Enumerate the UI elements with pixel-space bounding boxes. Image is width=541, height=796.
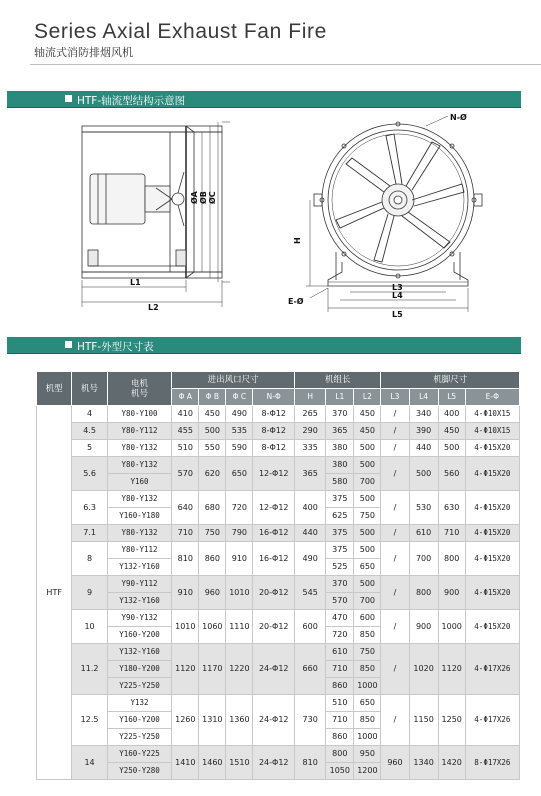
- cell-l4: 700: [409, 542, 438, 576]
- cell-l2: 700: [354, 593, 381, 610]
- cell-l1: 380: [326, 457, 354, 474]
- cell-model-no: 9: [72, 576, 107, 610]
- cell-l1: 375: [326, 525, 354, 542]
- cell-phi-b: 550: [199, 440, 226, 457]
- cell-motor: Y80-Y112: [107, 423, 172, 440]
- cell-phi-c: 1360: [226, 695, 253, 746]
- cell-l2: 500: [354, 525, 381, 542]
- cell-motor: Y80-Y132: [107, 440, 172, 457]
- cell-l5: 1250: [438, 695, 465, 746]
- cell-e-phi: 4-Φ15X20: [465, 457, 519, 491]
- cell-motor: Y160-Y225: [107, 746, 172, 763]
- cell-phi-b: 1460: [199, 746, 226, 780]
- cell-motor: Y90-Y132: [107, 610, 172, 627]
- cell-e-phi: 4-Φ15X20: [465, 491, 519, 525]
- header-frame: 机组长: [295, 372, 381, 389]
- cell-l4: 390: [409, 423, 438, 440]
- cell-motor: Y132-Y160: [107, 644, 172, 661]
- cell-h: 545: [295, 576, 326, 610]
- cell-l4: 1150: [409, 695, 438, 746]
- cell-n-phi: 24-Φ12: [253, 746, 295, 780]
- cell-phi-c: 590: [226, 440, 253, 457]
- subheader-n-phi: N-Φ: [253, 389, 295, 406]
- cell-phi-a: 640: [172, 491, 199, 525]
- cell-e-phi: 4-Φ17X26: [465, 644, 519, 695]
- cell-l5: 400: [438, 406, 465, 423]
- cell-e-phi: 4-Φ15X20: [465, 525, 519, 542]
- cell-l5: 800: [438, 542, 465, 576]
- table-row: [37, 746, 520, 763]
- table-row: [37, 525, 520, 542]
- cell-l5: 630: [438, 491, 465, 525]
- subheader-phi-c: Φ C: [226, 389, 253, 406]
- cell-l2: 500: [354, 542, 381, 559]
- cell-e-phi: 4-Φ10X15: [465, 423, 519, 440]
- cell-l1: 570: [326, 593, 354, 610]
- cell-model-no: 11.2: [72, 644, 107, 695]
- cell-e-phi: 4-Φ15X20: [465, 576, 519, 610]
- cell-l1: 800: [326, 746, 354, 763]
- label-l3: L3: [392, 283, 403, 292]
- cell-l1: 380: [326, 440, 354, 457]
- cell-phi-a: 570: [172, 457, 199, 491]
- cell-phi-c: 490: [226, 406, 253, 423]
- cell-n-phi: 16-Φ12: [253, 525, 295, 542]
- cell-l4: 440: [409, 440, 438, 457]
- cell-phi-b: 860: [199, 542, 226, 576]
- cell-l5: 450: [438, 423, 465, 440]
- cell-l5: 1120: [438, 644, 465, 695]
- cell-l3: /: [381, 525, 409, 542]
- cell-n-phi: 12-Φ12: [253, 457, 295, 491]
- cell-motor: Y132-Y160: [107, 559, 172, 576]
- cell-n-phi: 8-Φ12: [253, 423, 295, 440]
- cell-l1: 370: [326, 406, 354, 423]
- cell-motor: Y80-Y112: [107, 542, 172, 559]
- cell-phi-c: 535: [226, 423, 253, 440]
- cell-l3: /: [381, 423, 409, 440]
- cell-phi-a: 455: [172, 423, 199, 440]
- label-phi-c: ØC: [208, 191, 217, 204]
- cell-h: 490: [295, 542, 326, 576]
- cell-n-phi: 16-Φ12: [253, 542, 295, 576]
- header-motor-label: 电机: [131, 378, 149, 389]
- cell-l3: /: [381, 695, 409, 746]
- subheader-l1: L1: [326, 389, 354, 406]
- cell-l2: 500: [354, 576, 381, 593]
- side-view: [82, 122, 230, 307]
- cell-phi-b: 1310: [199, 695, 226, 746]
- cell-n-phi: 8-Φ12: [253, 406, 295, 423]
- label-l2: L2: [148, 303, 159, 312]
- subheader-h: H: [295, 389, 326, 406]
- subheader-l2: L2: [354, 389, 381, 406]
- cell-phi-b: 1170: [199, 644, 226, 695]
- cell-h: 810: [295, 746, 326, 780]
- table-row: [37, 406, 520, 423]
- cell-model-no: 7.1: [72, 525, 107, 542]
- header-foot: 机脚尺寸: [381, 372, 520, 389]
- cell-l5: 1420: [438, 746, 465, 780]
- cell-phi-c: 650: [226, 457, 253, 491]
- cell-motor: Y160: [107, 474, 172, 491]
- cell-h: 730: [295, 695, 326, 746]
- cell-n-phi: 12-Φ12: [253, 491, 295, 525]
- cell-phi-a: 1120: [172, 644, 199, 695]
- table-body: [37, 406, 520, 780]
- subheader-phi-b: Φ B: [199, 389, 226, 406]
- cell-l2: 1000: [354, 678, 381, 695]
- header-model-type: 机型: [37, 372, 72, 406]
- label-l1: L1: [130, 278, 141, 287]
- cell-l1: 580: [326, 474, 354, 491]
- subheader-e-phi: E-Φ: [465, 389, 519, 406]
- cell-phi-a: 1260: [172, 695, 199, 746]
- cell-motor: Y250-Y280: [107, 763, 172, 780]
- cell-motor: Y90-Y112: [107, 576, 172, 593]
- subheader-phi-a: Φ A: [172, 389, 199, 406]
- cell-l1: 720: [326, 627, 354, 644]
- cell-l5: 500: [438, 440, 465, 457]
- cell-h: 265: [295, 406, 326, 423]
- cell-l3: /: [381, 644, 409, 695]
- cell-l2: 750: [354, 508, 381, 525]
- cell-l5: 900: [438, 576, 465, 610]
- cell-l1: 510: [326, 695, 354, 712]
- table-row: [37, 491, 520, 508]
- cell-l4: 610: [409, 525, 438, 542]
- cell-motor: Y132: [107, 695, 172, 712]
- cell-l2: 500: [354, 491, 381, 508]
- page-title: Series Axial Exhaust Fan Fire: [34, 20, 327, 43]
- cell-phi-c: 910: [226, 542, 253, 576]
- cell-l1: 710: [326, 661, 354, 678]
- cell-phi-a: 410: [172, 406, 199, 423]
- cell-e-phi: 4-Φ15X20: [465, 440, 519, 457]
- table-row: [37, 576, 520, 593]
- section-bar-dimensions: [7, 337, 521, 354]
- cell-model-no: 14: [72, 746, 107, 780]
- cell-l2: 650: [354, 559, 381, 576]
- cell-l3: /: [381, 491, 409, 525]
- cell-l2: 750: [354, 644, 381, 661]
- cell-e-phi: 8-Φ17X26: [465, 746, 519, 780]
- cell-e-phi: 4-Φ17X26: [465, 695, 519, 746]
- label-phi-b: ØB: [199, 191, 208, 204]
- cell-motor: Y180-Y200: [107, 661, 172, 678]
- cell-l2: 500: [354, 457, 381, 474]
- section-title-dimensions: HTF-外型尺寸表: [77, 341, 154, 353]
- cell-motor: Y160-Y200: [107, 712, 172, 729]
- cell-h: 335: [295, 440, 326, 457]
- cell-model-no: 8: [72, 542, 107, 576]
- cell-l2: 850: [354, 712, 381, 729]
- cell-phi-c: 1510: [226, 746, 253, 780]
- header-inlet: 进出风口尺寸: [172, 372, 295, 389]
- cell-l2: 700: [354, 474, 381, 491]
- section-bar-structure: [7, 91, 521, 108]
- cell-l4: 800: [409, 576, 438, 610]
- header-motor-sub: 机号: [131, 388, 149, 399]
- cell-motor: Y80-Y100: [107, 406, 172, 423]
- subheader-l4: L4: [409, 389, 438, 406]
- cell-model-no: 5.6: [72, 457, 107, 491]
- label-l5: L5: [392, 310, 403, 319]
- cell-phi-b: 500: [199, 423, 226, 440]
- cell-phi-b: 960: [199, 576, 226, 610]
- cell-phi-a: 910: [172, 576, 199, 610]
- cell-model-no: 5: [72, 440, 107, 457]
- cell-h: 365: [295, 457, 326, 491]
- header-model-no: 机号: [72, 372, 107, 406]
- cell-l4: 500: [409, 457, 438, 491]
- label-n-phi: N-Ø: [450, 113, 467, 122]
- cell-e-phi: 4-Φ10X15: [465, 406, 519, 423]
- cell-phi-a: 710: [172, 525, 199, 542]
- cell-phi-c: 1010: [226, 576, 253, 610]
- cell-n-phi: 20-Φ12: [253, 576, 295, 610]
- label-e-phi: E-Ø: [288, 297, 304, 306]
- cell-l3: /: [381, 406, 409, 423]
- dimension-table: [36, 371, 520, 780]
- cell-l3: /: [381, 457, 409, 491]
- table-row: [37, 644, 520, 661]
- cell-l2: 450: [354, 423, 381, 440]
- cell-l1: 375: [326, 491, 354, 508]
- cell-phi-b: 1060: [199, 610, 226, 644]
- cell-l2: 600: [354, 610, 381, 627]
- label-h: H: [293, 237, 302, 244]
- cell-motor: Y225-Y250: [107, 678, 172, 695]
- cell-l1: 860: [326, 678, 354, 695]
- cell-h: 440: [295, 525, 326, 542]
- cell-phi-c: 720: [226, 491, 253, 525]
- cell-phi-b: 680: [199, 491, 226, 525]
- cell-motor: Y80-Y132: [107, 491, 172, 508]
- cell-l2: 950: [354, 746, 381, 763]
- cell-l4: 530: [409, 491, 438, 525]
- cell-n-phi: 20-Φ12: [253, 610, 295, 644]
- cell-l1: 860: [326, 729, 354, 746]
- cell-l1: 525: [326, 559, 354, 576]
- cell-l2: 500: [354, 440, 381, 457]
- cell-l3: /: [381, 542, 409, 576]
- cell-l3: /: [381, 610, 409, 644]
- cell-l4: 900: [409, 610, 438, 644]
- cell-l5: 560: [438, 457, 465, 491]
- table-row: [37, 610, 520, 627]
- cell-l2: 1200: [354, 763, 381, 780]
- section-title-structure: HTF-轴流型结构示意图: [77, 95, 186, 107]
- header-motor: [107, 372, 172, 406]
- cell-h: 400: [295, 491, 326, 525]
- cell-l2: 650: [354, 695, 381, 712]
- cell-motor: Y80-Y132: [107, 525, 172, 542]
- cell-model-no: 4.5: [72, 423, 107, 440]
- cell-model-no: 10: [72, 610, 107, 644]
- header-divider: [30, 64, 541, 65]
- cell-l2: 850: [354, 661, 381, 678]
- cell-model-type: HTF: [37, 406, 72, 780]
- cell-phi-b: 620: [199, 457, 226, 491]
- subheader-l5: L5: [438, 389, 465, 406]
- cell-model-no: 12.5: [72, 695, 107, 746]
- label-l4: L4: [392, 291, 403, 300]
- page-subtitle: 轴流式消防排烟风机: [34, 46, 133, 59]
- section-bullet-icon: [65, 341, 72, 348]
- cell-l1: 625: [326, 508, 354, 525]
- cell-l3: 960: [381, 746, 409, 780]
- cell-l3: /: [381, 440, 409, 457]
- cell-phi-b: 750: [199, 525, 226, 542]
- cell-l1: 1050: [326, 763, 354, 780]
- cell-e-phi: 4-Φ15X20: [465, 542, 519, 576]
- table-row: [37, 457, 520, 474]
- cell-motor: Y80-Y132: [107, 457, 172, 474]
- cell-l1: 365: [326, 423, 354, 440]
- cell-l1: 470: [326, 610, 354, 627]
- cell-l1: 610: [326, 644, 354, 661]
- cell-l2: 850: [354, 627, 381, 644]
- cell-l4: 340: [409, 406, 438, 423]
- table-row: [37, 423, 520, 440]
- cell-l4: 1340: [409, 746, 438, 780]
- cell-l1: 710: [326, 712, 354, 729]
- cell-model-no: 4: [72, 406, 107, 423]
- table-row: [37, 440, 520, 457]
- cell-l2: 1000: [354, 729, 381, 746]
- cell-l5: 710: [438, 525, 465, 542]
- label-phi-a: ØA: [190, 191, 199, 204]
- cell-phi-c: 1220: [226, 644, 253, 695]
- cell-phi-a: 1010: [172, 610, 199, 644]
- cell-phi-b: 450: [199, 406, 226, 423]
- cell-motor: Y225-Y250: [107, 729, 172, 746]
- cell-l5: 1000: [438, 610, 465, 644]
- cell-motor: Y160-Y180: [107, 508, 172, 525]
- section-bullet-icon: [65, 95, 72, 102]
- cell-phi-a: 510: [172, 440, 199, 457]
- cell-model-no: 6.3: [72, 491, 107, 525]
- cell-phi-a: 810: [172, 542, 199, 576]
- cell-h: 660: [295, 644, 326, 695]
- table-row: [37, 695, 520, 712]
- cell-h: 290: [295, 423, 326, 440]
- cell-n-phi: 24-Φ12: [253, 695, 295, 746]
- cell-l1: 370: [326, 576, 354, 593]
- cell-l3: /: [381, 576, 409, 610]
- cell-l1: 375: [326, 542, 354, 559]
- cell-phi-c: 1110: [226, 610, 253, 644]
- cell-h: 600: [295, 610, 326, 644]
- cell-e-phi: 4-Φ15X20: [465, 610, 519, 644]
- cell-l4: 1020: [409, 644, 438, 695]
- cell-l2: 450: [354, 406, 381, 423]
- table-row: [37, 542, 520, 559]
- cell-n-phi: 8-Φ12: [253, 440, 295, 457]
- table-header-row: [37, 372, 520, 389]
- fan-structure-diagram: [60, 112, 500, 322]
- cell-phi-c: 790: [226, 525, 253, 542]
- cell-motor: Y160-Y200: [107, 627, 172, 644]
- cell-phi-a: 1410: [172, 746, 199, 780]
- cell-n-phi: 24-Φ12: [253, 644, 295, 695]
- cell-motor: Y132-Y160: [107, 593, 172, 610]
- subheader-l3: L3: [381, 389, 409, 406]
